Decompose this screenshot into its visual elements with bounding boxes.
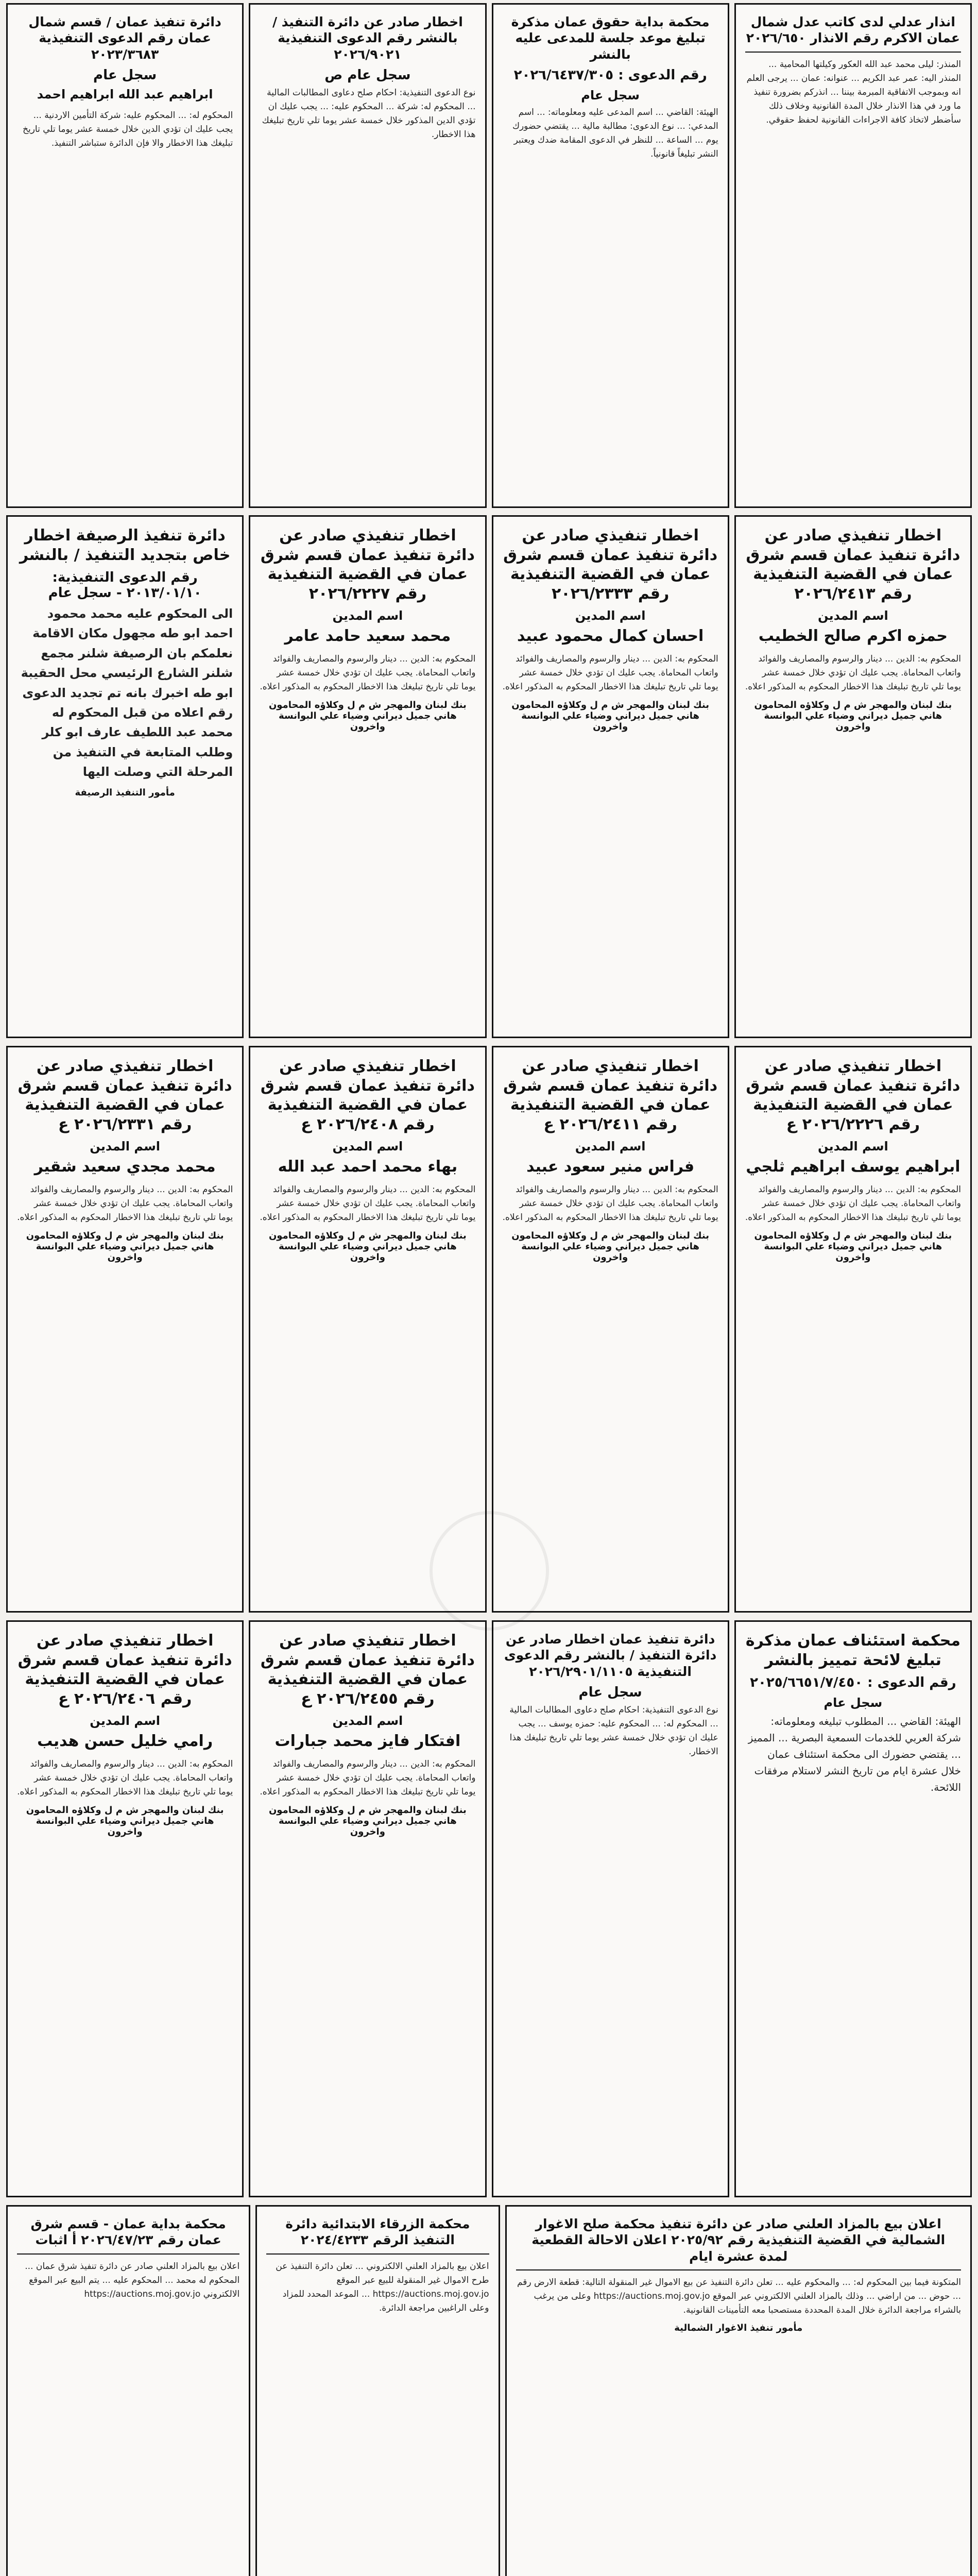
creditor-line: بنك لبنان والمهجر ش م ل وكلاؤه المحامون هاني جميل ديراني وضياء علي البوانسة واخرون <box>268 1804 467 1837</box>
notice-heading: دائرة تنفيذ عمان اخطار صادر عن دائرة التنفيذ / بالنشر رقم الدعوى التنفيذية ٢٠٢٦/٢٩٠١/١١٠٥ <box>504 1632 717 1679</box>
notice-heading: محكمة الزرقاء الابتدائية دائرة التنفيذ الرقم ٢٠٢٤/٤٢٣٣ <box>285 2216 470 2248</box>
notice-card <box>492 515 729 1038</box>
notice-heading: اخطار تنفيذي صادر عن دائرة تنفيذ عمان قسم شرق عمان في القضية التنفيذية رقم ٢٠٢٦/٢٤٠٦ ع <box>18 1632 232 1708</box>
notice-card <box>6 1046 244 1613</box>
notice-card <box>6 2205 250 2576</box>
debtor-name: ابراهيم عبد الله ابراهيم احمد <box>37 87 213 101</box>
notice-body: اعلان بيع بالمزاد العلني الالكتروني ... تعلن دائرة التنفيذ عن طرح الاموال غير المنقولة للبيع عبر الموقع https://auctions.moj.gov.jo ... الموعد المحدد للمزاد وعلى الراغبين مراجعة الدائرة. <box>276 2261 489 2314</box>
notice-row-5 <box>6 2205 972 2576</box>
notice-body: المحكوم به: الدين ... دينار والرسوم والمصاريف والفوائد واتعاب المحاماة. يجب عليك ان تؤدي خلال خمسة عشر يوما تلي تاريخ تبليغك هذا الاخطار المحكوم به المذكور اعلاه. <box>745 1184 961 1223</box>
creditor-line: بنك لبنان والمهجر ش م ل وكلاؤه المحامون هاني جميل ديراني وضياء علي البوانسة واخرون <box>26 1804 224 1837</box>
creditor-line: بنك لبنان والمهجر ش م ل وكلاؤه المحامون هاني جميل ديراني وضياء علي البوانسة واخرون <box>511 1230 710 1263</box>
registry-label: سجل عام <box>581 88 640 103</box>
notice-heading: محكمة استئناف عمان مذكرة تبليغ لائحة تمييز بالنشر <box>745 1632 960 1669</box>
notice-body: نوع الدعوى التنفيذية: احكام صلح دعاوى المطالبات المالية ... المحكوم له: شركة ... المحكوم عليه: ... يجب عليك ان تؤدي الدين المذكور خلال خمسة عشر يوما تلي تاريخ تبليغك هذا الاخطار. <box>262 87 476 140</box>
notice-row-4 <box>6 1620 972 2197</box>
notice-card <box>249 1046 486 1613</box>
notice-heading: اخطار صادر عن دائرة التنفيذ / بالنشر رقم الدعوى التنفيذية ٢٠٢٦/٩٠٢١ <box>272 14 463 62</box>
notice-heading: دائرة تنفيذ عمان / قسم شمال عمان رقم الدعوى التنفيذية ٢٠٢٣/٣٦٨٣ <box>28 14 221 62</box>
notice-body: المحكوم به: الدين ... دينار والرسوم والمصاريف والفوائد واتعاب المحاماة. يجب عليك ان تؤدي خلال خمسة عشر يوما تلي تاريخ تبليغك هذا الاخطار المحكوم به المذكور اعلاه. <box>17 1184 233 1223</box>
debtor-label: اسم المدين <box>332 1714 403 1728</box>
debtor-label: اسم المدين <box>575 1139 646 1154</box>
notice-heading: اعلان بيع بالمزاد العلني صادر عن دائرة تنفيذ محكمة صلح الاغوار الشمالية في القضية التنفيذية رقم ٢٠٢٥/٩٢ اعلان الاحالة القطعية لمدة عشرة ايام <box>531 2216 946 2264</box>
notice-body: المحكوم له: ... المحكوم عليه: شركة التأمين الاردنية ... يجب عليك ان تؤدي الدين خلال خمسة عشر يوما تلي تاريخ تبليغك هذا الاخطار والا فإن الدائرة ستباشر التنفيذ. <box>23 110 233 149</box>
case-number: سجل عام <box>93 67 157 83</box>
notice-card <box>249 3 486 508</box>
signature-line: مأمور التنفيذ الرصيفة <box>75 787 175 798</box>
debtor-label: اسم المدين <box>332 608 403 623</box>
notice-card <box>6 3 244 508</box>
debtor-name: فراس منير سعود عبيد <box>526 1158 695 1176</box>
notice-card <box>734 515 972 1038</box>
notice-heading: محكمة بداية عمان - قسم شرق عمان رقم ٢٠٢٦/٤٧/٢٣ أ اثبات <box>30 2216 226 2248</box>
creditor-line: بنك لبنان والمهجر ش م ل وكلاؤه المحامون هاني جميل ديراني وضياء علي البوانسة واخرون <box>754 1230 952 1263</box>
notice-body: المحكوم به: الدين ... دينار والرسوم والمصاريف والفوائد واتعاب المحاماة. يجب عليك ان تؤدي خلال خمسة عشر يوما تلي تاريخ تبليغك هذا الاخطار المحكوم به المذكور اعلاه. <box>260 654 476 692</box>
signature-line: مأمور تنفيذ الاغوار الشمالية <box>674 2323 803 2334</box>
debtor-name: محمد مجدي سعيد شقير <box>34 1158 216 1176</box>
debtor-name: بهاء محمد احمد عبد الله <box>278 1158 458 1176</box>
debtor-name: ابراهيم يوسف ابراهيم ثلجي <box>746 1158 960 1176</box>
notice-card <box>734 3 972 508</box>
notice-heading: انذار عدلي لدى كاتب عدل شمال عمان الاكرم رقم الانذار ٢٠٢٦/٦٥٠ <box>746 14 960 46</box>
notice-heading: اخطار تنفيذي صادر عن دائرة تنفيذ عمان قسم شرق عمان في القضية التنفيذية رقم ٢٠٢٦/٢٤٠٨ ع <box>260 1057 475 1133</box>
debtor-name: احسان كمال محمود عبيد <box>517 627 704 645</box>
notice-body: الى المحكوم عليه محمد محمود احمد ابو طه مجهول مكان الاقامة نعلمكم بان الرصيفة شلنر مجمع شلنر الشارع الرئيسي محل الحقيبة ابو طه اخبرك بانه تم تجديد الدعوى رقم اعلاه من قبل المحكوم له محمد عبد اللطيف عارف ابو كلر وطلب المتابعة في التنفيذ من المرحلة التي وصلت اليها <box>21 606 233 779</box>
notice-heading: دائرة تنفيذ الرصيفة اخطار خاص بتجديد التنفيذ / بالنشر <box>19 527 231 564</box>
notice-row-2 <box>6 515 972 1038</box>
notice-heading: اخطار تنفيذي صادر عن دائرة تنفيذ عمان قسم شرق عمان في القضية التنفيذية رقم ٢٠٢٦/٢٢٢٦ ع <box>746 1057 960 1133</box>
case-number: سجل عام ص <box>324 67 411 83</box>
creditor-line: بنك لبنان والمهجر ش م ل وكلاؤه المحامون هاني جميل ديراني وضياء علي البوانسة واخرون <box>26 1230 224 1263</box>
notice-heading: اخطار تنفيذي صادر عن دائرة تنفيذ عمان قسم شرق عمان في القضية التنفيذية رقم ٢٠٢٦/٢٤٥٥ ع <box>260 1632 475 1708</box>
notice-card <box>6 1620 244 2197</box>
notice-body: اعلان بيع بالمزاد العلني صادر عن دائرة تنفيذ شرق عمان ... المحكوم له محمد ... المحكوم عليه ... يتم البيع عبر الموقع الالكتروني https://auctions.moj.gov.jo <box>25 2261 240 2299</box>
notice-card <box>255 2205 500 2576</box>
notice-heading: اخطار تنفيذي صادر عن دائرة تنفيذ عمان قسم شرق عمان في القضية التنفيذية رقم ٢٠٢٦/٢٤١٣ <box>746 527 960 603</box>
notice-heading: اخطار تنفيذي صادر عن دائرة تنفيذ عمان قسم شرق عمان في القضية التنفيذية رقم ٢٠٢٦/٢٢٢٧ <box>260 527 475 603</box>
debtor-name: رامي خليل حسن هديب <box>37 1732 213 1750</box>
notice-card <box>492 1046 729 1613</box>
notice-body: المتكونة فيما بين المحكوم له: ... والمحكوم عليه ... تعلن دائرة التنفيذ عن بيع الاموال غير المنقولة التالية: قطعة الارض رقم ... حوض ... من اراضي ... وذلك بالمزاد العلني الالكتروني عبر الموقع https://auctions.moj.gov.jo وعلى من يرغب بالشراء مراجعة الدائرة خلال المدة المحددة مستصحبا معه التأمينات القانونية. <box>517 2277 961 2316</box>
notice-card <box>249 1620 486 2197</box>
notice-row-1 <box>6 3 972 508</box>
notice-body: الهيئة: القاضي ... اسم المدعى عليه ومعلوماته: ... اسم المدعي: ... نوع الدعوى: مطالبة مالية ... يقتضي حضورك يوم ... الساعة ... للنظر في الدعوى المقامة ضدك ويعتبر النشر تبليغاً قانونياً. <box>512 107 718 160</box>
case-number: رقم الدعوى : ٢٠٢٥/٦٦٥١/٧/٤٥٠ <box>750 1675 956 1690</box>
case-number: رقم الدعوى التنفيذية: ٢٠١٣/٠١/١٠ - سجل عام <box>48 570 202 601</box>
debtor-label: اسم المدين <box>575 608 646 623</box>
case-number: رقم الدعوى : ٢٠٢٦/٦٤٣٧/٣٠٥ <box>513 67 707 83</box>
notice-body: المحكوم به: الدين ... دينار والرسوم والمصاريف والفوائد واتعاب المحاماة. يجب عليك ان تؤدي خلال خمسة عشر يوما تلي تاريخ تبليغك هذا الاخطار المحكوم به المذكور اعلاه. <box>17 1759 233 1798</box>
debtor-label: اسم المدين <box>817 1139 888 1154</box>
notice-body: المحكوم به: الدين ... دينار والرسوم والمصاريف والفوائد واتعاب المحاماة. يجب عليك ان تؤدي خلال خمسة عشر يوما تلي تاريخ تبليغك هذا الاخطار المحكوم به المذكور اعلاه. <box>260 1759 476 1798</box>
debtor-label: اسم المدين <box>90 1139 161 1154</box>
debtor-label: اسم المدين <box>90 1714 161 1728</box>
creditor-line: بنك لبنان والمهجر ش م ل وكلاؤه المحامون هاني جميل ديراني وضياء علي البوانسة واخرون <box>268 699 467 732</box>
registry-label: سجل عام <box>823 1696 883 1710</box>
creditor-line: بنك لبنان والمهجر ش م ل وكلاؤه المحامون هاني جميل ديراني وضياء علي البوانسة واخرون <box>511 699 710 732</box>
debtor-name: افتكار فايز محمد جبارات <box>274 1732 461 1750</box>
notice-heading: اخطار تنفيذي صادر عن دائرة تنفيذ عمان قسم شرق عمان في القضية التنفيذية رقم ٢٠٢٦/٢٤١١ ع <box>503 1057 718 1133</box>
notice-row-3 <box>6 1046 972 1613</box>
creditor-line: بنك لبنان والمهجر ش م ل وكلاؤه المحامون هاني جميل ديراني وضياء علي البوانسة واخرون <box>754 699 952 732</box>
notice-heading: اخطار تنفيذي صادر عن دائرة تنفيذ عمان قسم شرق عمان في القضية التنفيذية رقم ٢٠٢٦/٢٣٣١ ع <box>18 1057 232 1133</box>
debtor-name: حمزه اكرم صالح الخطيب <box>758 627 948 645</box>
notice-card <box>249 515 486 1038</box>
debtor-label: اسم المدين <box>332 1139 403 1154</box>
notice-body: المحكوم به: الدين ... دينار والرسوم والمصاريف والفوائد واتعاب المحاماة. يجب عليك ان تؤدي خلال خمسة عشر يوما تلي تاريخ تبليغك هذا الاخطار المحكوم به المذكور اعلاه. <box>502 654 718 692</box>
notice-body: المحكوم به: الدين ... دينار والرسوم والمصاريف والفوائد واتعاب المحاماة. يجب عليك ان تؤدي خلال خمسة عشر يوما تلي تاريخ تبليغك هذا الاخطار المحكوم به المذكور اعلاه. <box>745 654 961 692</box>
case-number: سجل عام <box>578 1684 642 1700</box>
debtor-name: محمد سعيد حامد عامر <box>284 627 451 645</box>
notice-heading: اخطار تنفيذي صادر عن دائرة تنفيذ عمان قسم شرق عمان في القضية التنفيذية رقم ٢٠٢٦/٢٣٣٣ <box>503 527 718 603</box>
notice-body: المنذر: ليلى محمد عبد الله العكور وكيلتها المحامية ... المنذر اليه: عمر عبد الكريم ... عنوانه: عمان ... يرجى العلم انه وبموجب الاتفاقية المبرمة بيننا ... انذركم بضرورة تنفيذ ما ورد في هذا الانذار خلال المدة القانونية وخلاف ذلك سأضطر لاتخاذ كافة الاجراءات القانونية لحفظ حقوقي. <box>746 59 961 126</box>
notice-card <box>734 1620 972 2197</box>
debtor-label: اسم المدين <box>817 608 888 623</box>
notice-body: الهيئة: القاضي ... المطلوب تبليغه ومعلوماته: شركة العربي للخدمات السمعية البصرية ... المميز ... يقتضي حضورك الى محكمة استئناف عمان خلال عشرة ايام من تاريخ النشر لاستلام مرفقات اللائحة. <box>748 1715 961 1793</box>
notice-card <box>734 1046 972 1613</box>
notice-card <box>492 3 729 508</box>
notice-body: المحكوم به: الدين ... دينار والرسوم والمصاريف والفوائد واتعاب المحاماة. يجب عليك ان تؤدي خلال خمسة عشر يوما تلي تاريخ تبليغك هذا الاخطار المحكوم به المذكور اعلاه. <box>502 1184 718 1223</box>
creditor-line: بنك لبنان والمهجر ش م ل وكلاؤه المحامون هاني جميل ديراني وضياء علي البوانسة واخرون <box>268 1230 467 1263</box>
notice-body: المحكوم به: الدين ... دينار والرسوم والمصاريف والفوائد واتعاب المحاماة. يجب عليك ان تؤدي خلال خمسة عشر يوما تلي تاريخ تبليغك هذا الاخطار المحكوم به المذكور اعلاه. <box>260 1184 476 1223</box>
auction-notice-card <box>505 2205 972 2576</box>
notice-card <box>6 515 244 1038</box>
notice-card <box>492 1620 729 2197</box>
notice-body: نوع الدعوى التنفيذية: احكام صلح دعاوى المطالبات المالية ... المحكوم له: ... المحكوم عليه: حمزه يوسف ... يجب عليك ان تؤدي خلال خمسة عشر يوما تلي تاريخ تبليغك هذا الاخطار. <box>509 1704 718 1757</box>
notice-heading: محكمة بداية حقوق عمان مذكرة تبليغ موعد جلسة للمدعى عليه بالنشر <box>511 14 710 62</box>
